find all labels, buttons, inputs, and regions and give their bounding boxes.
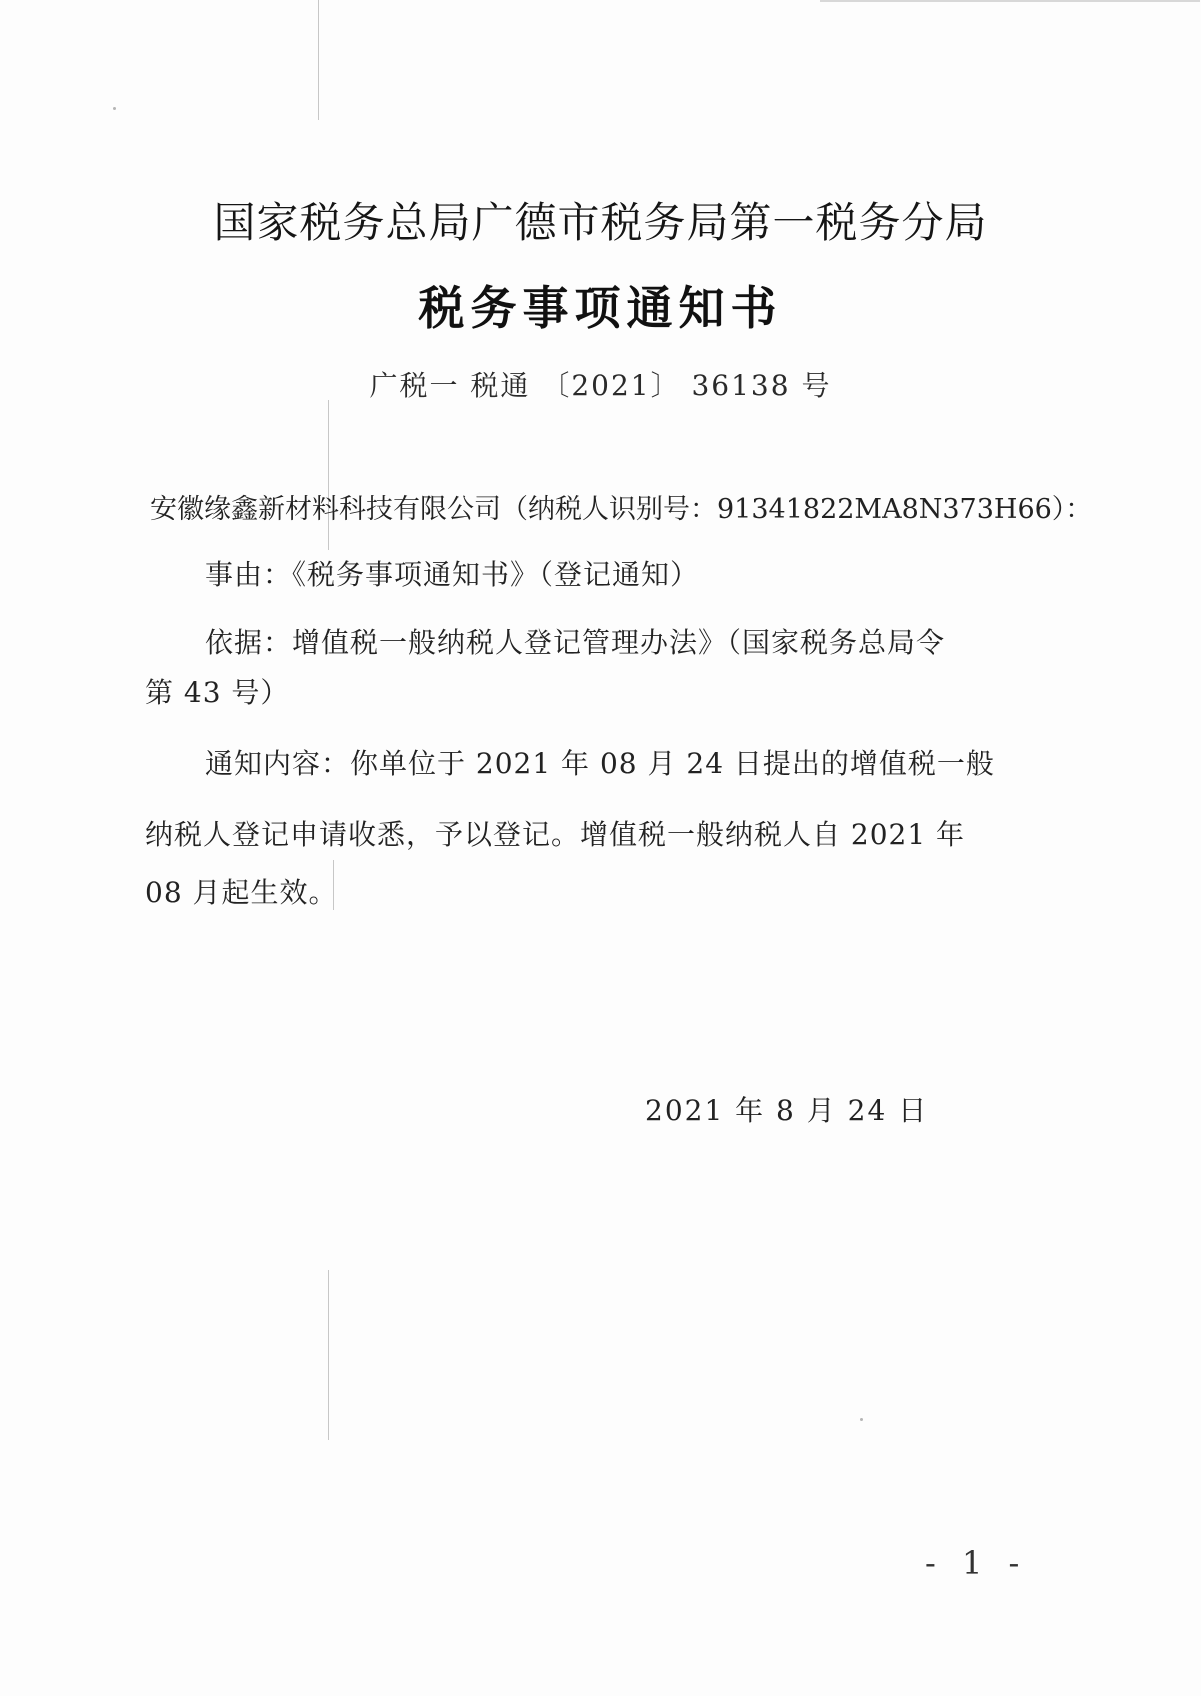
basis-line: 依据：增值税一般纳税人登记管理办法》（国家税务总局令 bbox=[205, 626, 946, 659]
scan-edge bbox=[820, 0, 1200, 2]
basis-line-continued: 第 43 号） bbox=[145, 676, 290, 709]
document-number: 广税一 税通 〔2021〕 36138 号 bbox=[369, 369, 832, 402]
reason-line: 事由：《税务事项通知书》（登记通知） bbox=[205, 558, 700, 591]
content-line: 通知内容：你单位于 2021 年 08 月 24 日提出的增值税一般 bbox=[205, 747, 995, 780]
content-line-end: 08 月起生效。 bbox=[145, 876, 338, 909]
recipient-line: 安徽缘鑫新材料科技有限公司（纳税人识别号：91341822MA8N373H66）： bbox=[150, 494, 1093, 525]
page-number: - 1 - bbox=[925, 1544, 1028, 1582]
issue-date: 2021 年 8 月 24 日 bbox=[645, 1094, 929, 1127]
document-title: 税务事项通知书 bbox=[418, 281, 783, 335]
content-line-continued: 纳税人登记申请收悉，予以登记。增值税一般纳税人自 2021 年 bbox=[145, 818, 966, 851]
issuer-title: 国家税务总局广德市税务局第一税务分局 bbox=[213, 198, 988, 247]
fold-line bbox=[328, 400, 329, 550]
fold-line bbox=[328, 1270, 329, 1440]
scan-speck bbox=[113, 107, 116, 110]
fold-line bbox=[318, 0, 319, 120]
scan-speck bbox=[860, 1418, 863, 1421]
